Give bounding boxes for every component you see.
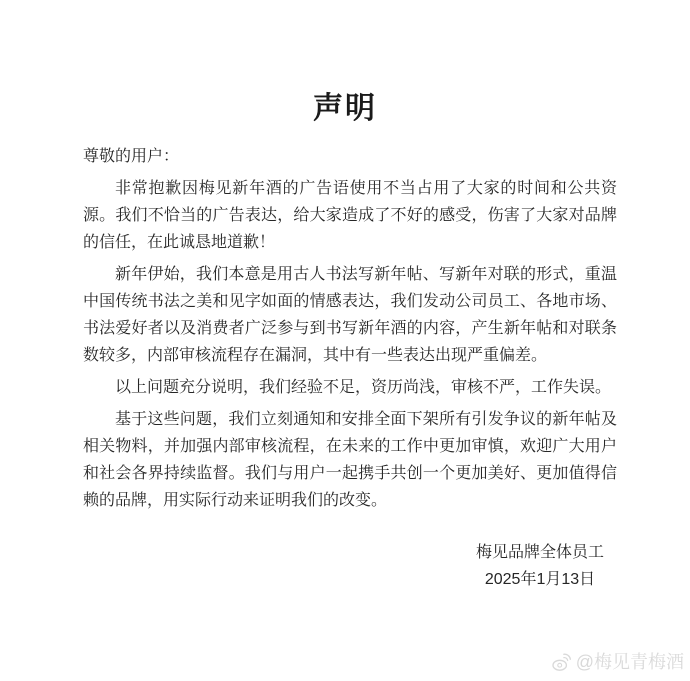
statement-paragraph-1: 非常抱歉因梅见新年酒的广告语使用不当占用了大家的时间和公共资源。我们不恰当的广告表达，给大家造成了不好的感受，伤害了大家对品牌的信任，在此诚恳地道歉！: [83, 180, 617, 251]
page-title: 声明: [313, 92, 377, 125]
weibo-icon: [551, 651, 573, 673]
watermark-handle: @梅见青梅酒: [575, 652, 684, 672]
statement-paragraph-4: 基于这些问题，我们立刻通知和安排全面下架所有引发争议的新年帖及相关物料，并加强内部审核流程，在未来的工作中更加审慎，欢迎广大用户和社会各界持续监督。我们与用户一起携手共创一个更加美好、更加值得信赖的品牌，用实际行动来证明我们的改变。: [83, 411, 617, 509]
weibo-watermark: [551, 651, 684, 673]
statement-paragraph-2: 新年伊始，我们本意是用古人书法写新年帖、写新年对联的形式，重温中国传统书法之美和见字如面的情感表达，我们发动公司员工、各地市场、书法爱好者以及消费者广泛参与到书写新年酒的内容，产生新年帖和对联条数较多，内部审核流程存在漏洞，其中有一些表达出现严重偏差。: [83, 266, 617, 364]
statement-paragraph-3: 以上问题充分说明，我们经验不足，资历尚浅，审核不严，工作失误。: [115, 379, 612, 396]
date: 2025年1月13日: [484, 571, 596, 588]
signature-block: [463, 539, 617, 593]
statement-body: [83, 143, 617, 593]
signature: 梅见品牌全体员工: [475, 544, 604, 561]
salutation: 尊敬的用户：: [83, 148, 180, 165]
